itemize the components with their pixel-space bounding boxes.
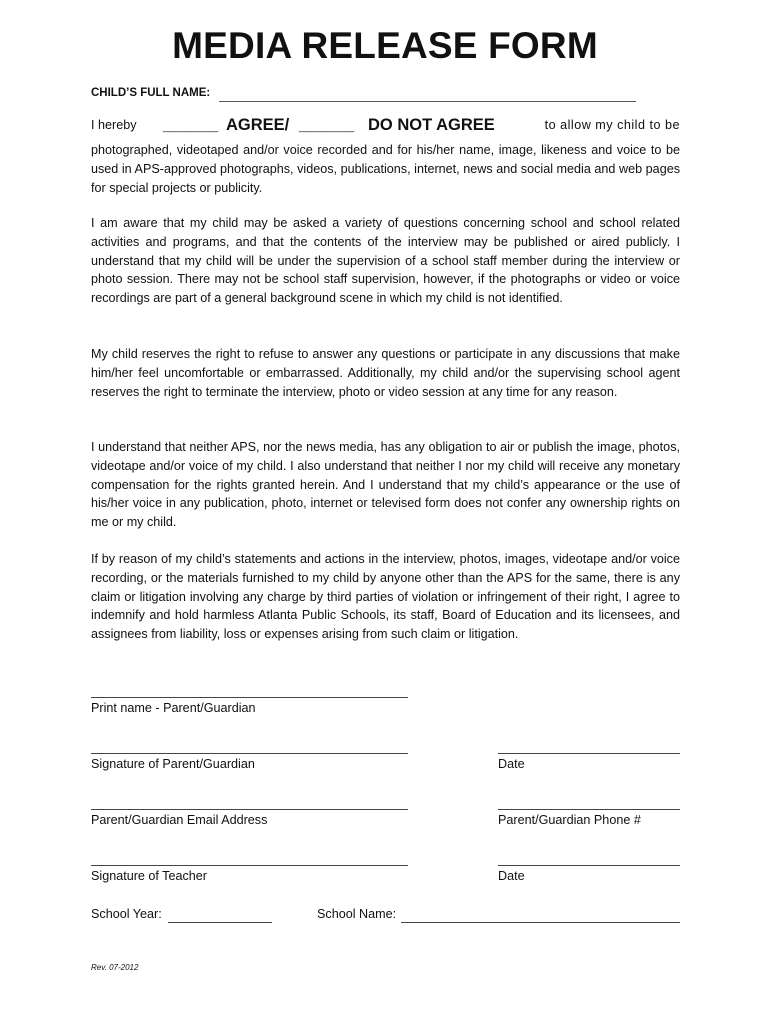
i-hereby-text: I hereby (91, 118, 137, 132)
child-name-row (91, 85, 636, 103)
parent-signature-label: Signature of Parent/Guardian (91, 757, 255, 771)
date-label-1: Date (498, 757, 525, 771)
date-field-2[interactable] (498, 865, 680, 866)
agree-option: AGREE/ (226, 116, 290, 134)
school-name-label: School Name: (317, 907, 397, 921)
school-name-field[interactable] (401, 922, 680, 923)
email-label: Parent/Guardian Email Address (91, 813, 268, 827)
paragraph-refusal: My child reserves the right to refuse to answer any questions or participate in any discussions that make him/her feel uncomfortable or embarrassed. Additionally, my child and/or the supervising school agent reserves the right to terminate the interview, photo or video session at any time for any reason. (91, 347, 680, 399)
email-field[interactable] (91, 809, 408, 810)
paragraph-indemnify: If by reason of my child’s statements and actions in the interview, photos, images, videotape and/or voice recording, or the materials furnished to my child by anyone other than the APS for the same, there is any claim or litigation involving any charge by third parties of violation or infringement of their right, I agree to indemnify and hold harmless Atlanta Public Schools, its staff, Board of Education and its licensees, and assignees from liability, loss or expenses arising from such claim or litigation. (91, 552, 680, 642)
date-field-1[interactable] (498, 753, 680, 754)
agree-statement (91, 118, 680, 140)
teacher-signature-label: Signature of Teacher (91, 869, 207, 883)
child-name-label: CHILD’S FULL NAME: (91, 87, 211, 99)
do-not-agree-option: DO NOT AGREE (368, 116, 495, 134)
do-not-agree-blank[interactable]: ______ (299, 116, 355, 134)
date-label-2: Date (498, 869, 525, 883)
revision-note: Rev. 07-2012 (91, 963, 139, 972)
to-allow-text: to allow my child to be (544, 118, 680, 132)
paragraph-interview: I am aware that my child may be asked a variety of questions concerning school and school related activities and programs, and that the contents of the interview may be published or aired publicly. I understand that my child will be under the supervision of a school staff member during the interview or photo session. There may not be school staff supervision, however, if the photographs or video or voice recordings are part of a general background scene in which my child is not identified. (91, 216, 680, 306)
paragraph-consent: photographed, videotaped and/or voice recorded and for his/her name, image, likeness and voice to be used in APS-approved photographs, videos, publications, internet, news and social media and web pages for special projects or publicity. (91, 143, 680, 195)
school-year-label: School Year: (91, 907, 162, 921)
phone-field[interactable] (498, 809, 680, 810)
school-year-field[interactable] (168, 922, 272, 923)
parent-signature-field[interactable] (91, 753, 408, 754)
agree-blank[interactable]: ______ (163, 116, 219, 134)
phone-label: Parent/Guardian Phone # (498, 813, 641, 827)
child-name-field[interactable] (219, 101, 636, 102)
teacher-signature-field[interactable] (91, 865, 408, 866)
print-name-label: Print name - Parent/Guardian (91, 701, 256, 715)
page-title: MEDIA RELEASE FORM (172, 25, 598, 66)
paragraph-compensation: I understand that neither APS, nor the news media, has any obligation to air or publish the image, photos, videotape and/or voice of my child. I also understand that neither I nor my child will receive any monetary compensation for the rights granted herein. And I understand that my child’s appearance or the use of his/her voice in any publication, photo, internet or televised form does not confer any ownership rights on me or my child. (91, 440, 680, 530)
print-name-field[interactable] (91, 697, 408, 698)
